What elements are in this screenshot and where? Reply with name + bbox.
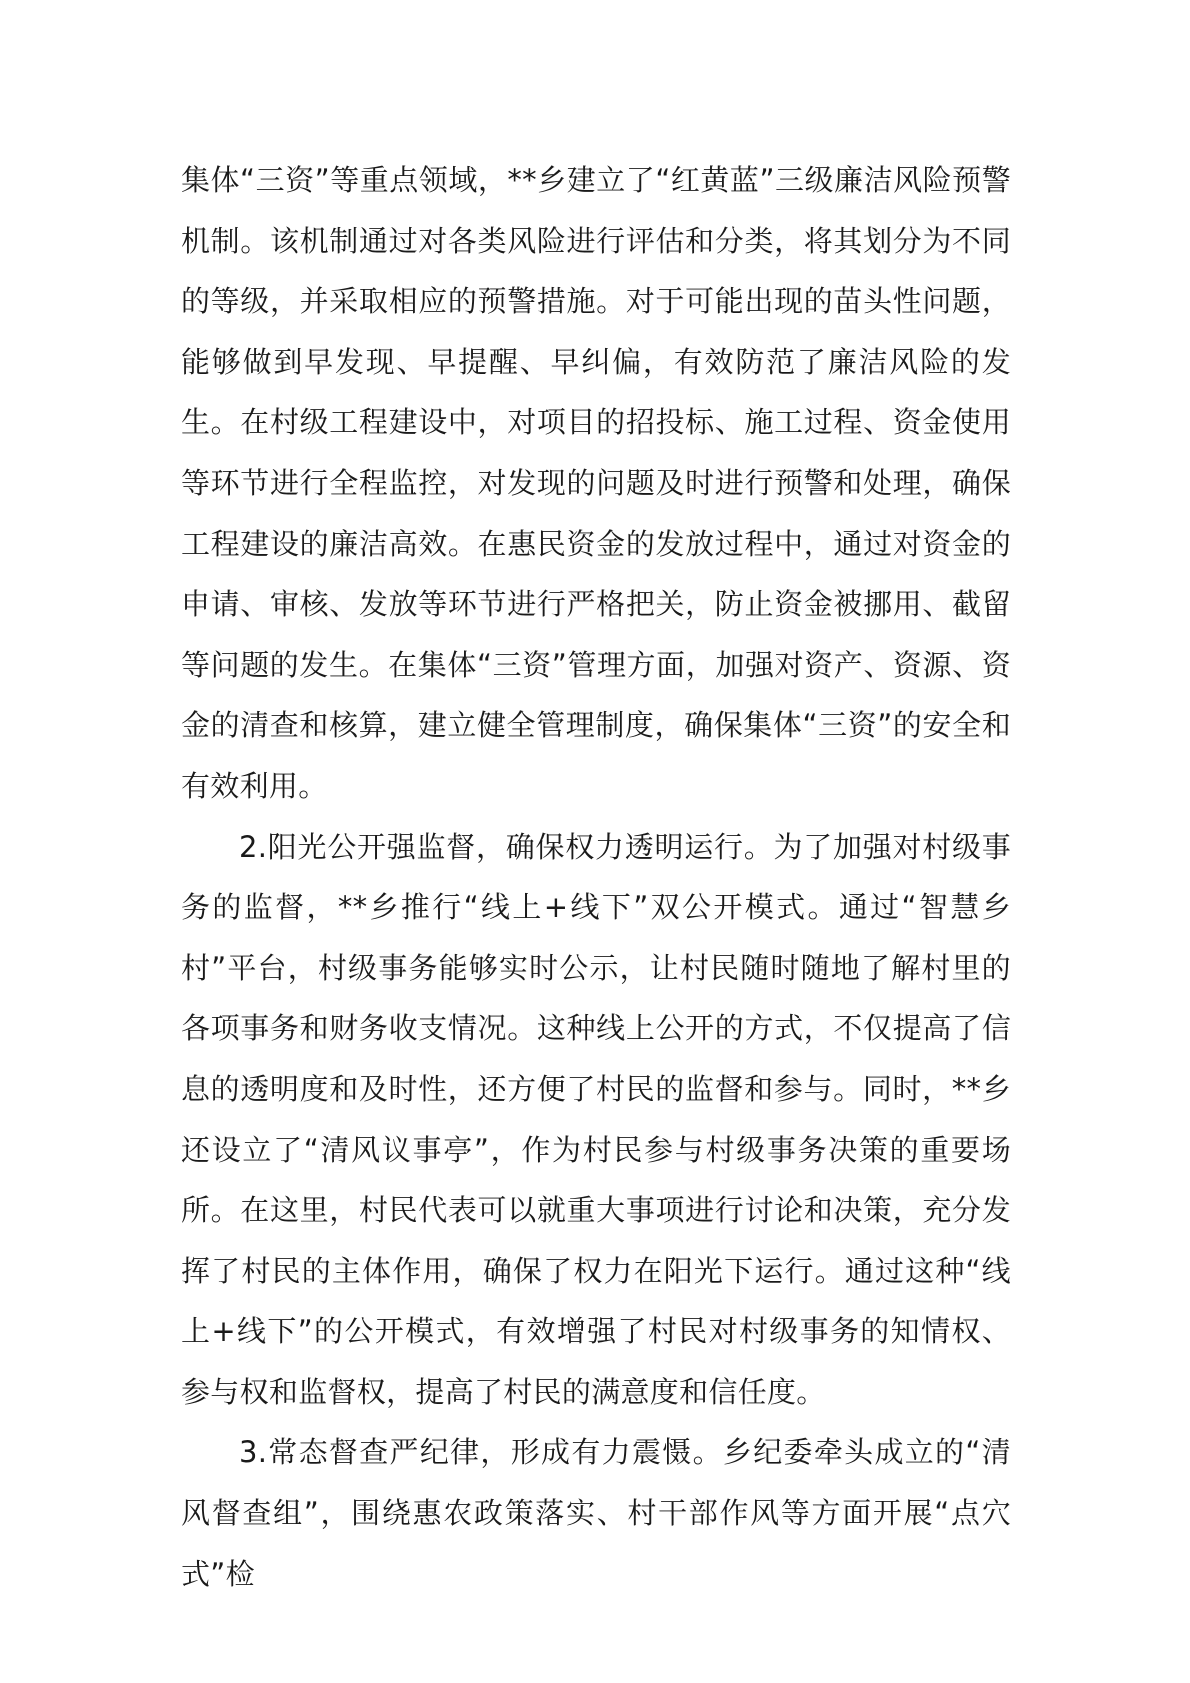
paragraph-section-2: 2.阳光公开强监督，确保权力透明运行。为了加强对村级事务的监督，**乡推行“线上+线下”双公开模式。通过“智慧乡村”平台，村级事务能够实时公示，让村民随时随地了解村里的各项事务和财务收支情况。这种线上公开的方式，不仅提高了信息的透明度和及时性，还方便了村民的监督和参与。同时，**乡还设立了“清风议事亭”，作为村民参与村级事务决策的重要场所。在这里，村民代表可以就重大事项进行讨论和决策，充分发挥了村民的主体作用，确保了权力在阳光下运行。通过这种“线上+线下”的公开模式，有效增强了村民对村级事务的知情权、参与权和监督权，提高了村民的满意度和信任度。 [181, 829, 1011, 1409]
paragraph-section-3: 3.常态督查严纪律，形成有力震慑。乡纪委牵头成立的“清风督查组”，围绕惠农政策落实、村干部作风等方面开展“点穴式”检 [181, 1435, 1011, 1591]
paragraph-continuation: 集体“三资”等重点领域，**乡建立了“红黄蓝”三级廉洁风险预警机制。该机制通过对各类风险进行评估和分类，将其划分为不同的等级，并采取相应的预警措施。对于可能出现的苗头性问题，能够做到早发现、早提醒、早纠偏，有效防范了廉洁风险的发生。在村级工程建设中，对项目的招投标、施工过程、资金使用等环节进行全程监控，对发现的问题及时进行预警和处理，确保工程建设的廉洁高效。在惠民资金的发放过程中，通过对资金的申请、审核、发放等环节进行严格把关，防止资金被挪用、截留等问题的发生。在集体“三资”管理方面，加强对资产、资源、资金的清查和核算，建立健全管理制度，确保集体“三资”的安全和有效利用。 [181, 163, 1011, 803]
document-body [181, 150, 1011, 1604]
